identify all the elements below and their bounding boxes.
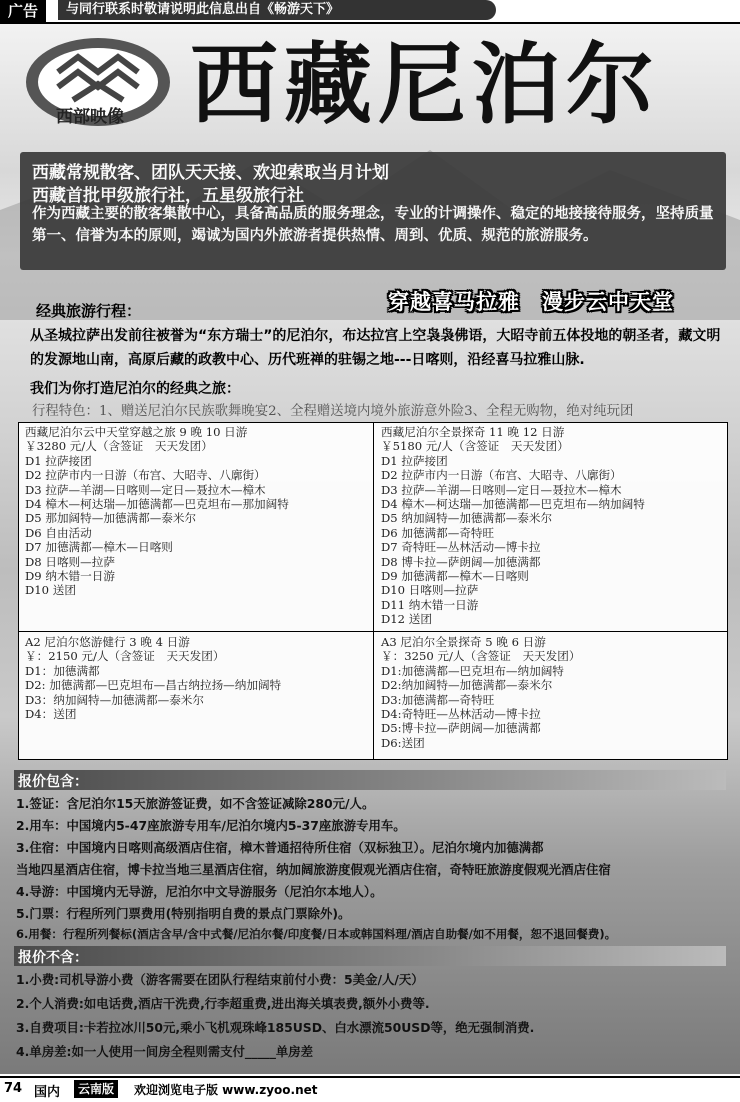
intro-line-1: 西藏常规散客、团队天天接、欢迎索取当月计划 (32, 163, 389, 183)
tour-day: D2:纳加阔特—加德满都—泰米尔 (381, 678, 553, 693)
table-divider-horizontal (19, 631, 727, 632)
page-footer (0, 1076, 740, 1102)
tour-day: D2 拉萨市内一日游（布宫、大昭寺、八廓街） (381, 468, 622, 483)
tour-price: ￥5180 元/人（含签证 天天发团） (381, 439, 569, 454)
tour-title: 西藏尼泊尔全景探奇 11 晚 12 日游 (381, 425, 565, 439)
excluded-header (14, 946, 726, 966)
tour-day: D9 纳木错一日游 (25, 569, 115, 584)
tour-cell (381, 425, 645, 627)
classic-route-label: 经典旅游行程： (36, 302, 142, 320)
region-label: 国内 (34, 1085, 61, 1100)
excluded-label: 报价不含： (18, 950, 88, 966)
route-description: 从圣城拉萨出发前往被誉为“东方瑞士”的尼泊尔，布达拉宫上空袅袅佛语，大昭寺前五体投地的朝圣者，藏文明的发源地山南，高原后藏的政教中心、历代班禅的驻锡之地---日喀则，沿经喜马拉雅山脉. (30, 328, 721, 368)
notice-text: 与同行联系时敬请说明此信息出自《畅游天下》 (66, 2, 340, 17)
intro-box (20, 152, 726, 270)
tour-day: D3 拉萨—羊湖—日喀则—定日—聂拉木—樟木 (381, 482, 622, 497)
page-number: 74 (4, 1081, 23, 1096)
route-intro: 我们为你打造尼泊尔的经典之旅： (30, 381, 240, 397)
tour-day: D1 拉萨接团 (381, 453, 448, 468)
list-item: 1.小费:司机导游小费（游客需要在团队行程结束前付小费：5美金/人/天） (16, 972, 424, 987)
tour-day: D1:加德满都—巴克坦布—纳加阔特 (381, 663, 564, 678)
itinerary-table (18, 422, 728, 760)
slogan: 穿越喜马拉雅 漫步云中天堂 (388, 290, 674, 314)
tour-day: D2: 加德满都—巴克坦布—昌古纳拉扬—纳加阔特 (25, 678, 282, 693)
tour-day: D11 纳木错一日游 (381, 597, 479, 612)
tour-day: D6 加德满都—奇特旺 (381, 525, 495, 540)
tour-day: D2 拉萨市内一日游（布宫、大昭寺、八廓街） (25, 468, 266, 483)
tour-day: D12 送团 (381, 612, 432, 627)
tour-day: D6:送团 (381, 735, 425, 750)
tour-title: A3 尼泊尔全景探奇 5 晚 6 日游 (381, 635, 546, 649)
tour-title: 西藏尼泊尔云中天堂穿越之旅 9 晚 10 日游 (25, 425, 248, 439)
poster-title: 西藏尼泊尔 (190, 32, 661, 136)
tour-day: D5 那加阔特—加德满都—泰米尔 (25, 511, 197, 526)
tour-day: D4 樟木—柯达瑞—加德满都—巴克坦布—那加阔特 (25, 497, 289, 512)
tour-day: D7 加德满都—樟木—日喀则 (25, 540, 173, 555)
tour-features: 行程特色：1、赠送尼泊尔民族歌舞晚宴2、全程赠送境内境外旅游意外险3、全程无购物，绝对纯玩团 (32, 404, 634, 419)
tour-day: D3：纳加阔特—加德满都—泰米尔 (25, 692, 204, 707)
list-item: 4.导游：中国境内无导游，尼泊尔中文导游服务（尼泊尔本地人）。 (16, 884, 383, 899)
tour-price: ￥3280 元/人（含签证 天天发团） (25, 439, 213, 454)
table-divider-vertical (373, 423, 374, 759)
tour-cell (381, 635, 580, 750)
list-item: 3.自费项目:卡若拉冰川50元,乘小飞机观珠峰185USD、白水漂流50USD等，绝无强制消费. (16, 1020, 535, 1035)
tour-day: D5:博卡拉—萨朗阔—加德满都 (381, 721, 541, 736)
list-item: 4.单房差:如一人使用一间房全程则需支付_____单房差 (16, 1044, 314, 1059)
tour-cell (25, 425, 289, 598)
included-header (14, 770, 726, 790)
tour-title: A2 尼泊尔悠游健行 3 晚 4 日游 (25, 635, 190, 649)
tour-day: D4：送团 (25, 707, 77, 722)
logo-text: 西部映像 (56, 107, 124, 127)
tour-day: D10 送团 (25, 583, 76, 598)
list-item: 5.门票：行程所列门票费用(特别指明自费的景点门票除外)。 (16, 906, 351, 921)
ad-tag: 广告 (0, 0, 46, 22)
list-item: 2.个人消费:如电话费,酒店干洗费,行李超重费,进出海关填表费,额外小费等. (16, 996, 430, 1011)
list-item: 6.用餐：行程所列餐标(酒店含早/含中式餐/尼泊尔餐/印度餐/日本或韩国料理/酒店自助餐/如不用餐，恕不退回餐费)。 (16, 927, 617, 941)
tour-day: D4:奇特旺—丛林活动—博卡拉 (381, 707, 541, 722)
list-item: 3.住宿：中国境内日喀则高级酒店住宿，樟木普通招待所住宿（双标独卫）。尼泊尔境内加德满都 (16, 840, 544, 855)
list-item: 1.签证：含尼泊尔15天旅游签证费，如不含签证减除280元/人。 (16, 796, 375, 811)
tour-day: D8 博卡拉—萨朗阔—加德满都 (381, 554, 541, 569)
tour-day: D10 日喀则—拉萨 (381, 583, 479, 598)
edition-badge: 云南版 (74, 1080, 118, 1098)
tour-day: D9 加德满都—樟木—日喀则 (381, 569, 529, 584)
tour-day: D6 自由活动 (25, 525, 92, 540)
tour-price: ￥：3250 元/人（含签证 天天发团） (381, 649, 581, 664)
tour-day: D1：加德满都 (25, 663, 100, 678)
tour-price: ￥：2150 元/人（含签证 天天发团） (25, 649, 225, 664)
tour-day: D1 拉萨接团 (25, 453, 92, 468)
intro-body: 作为西藏主要的散客集散中心，具备高品质的服务理念，专业的计调操作、稳定的地接接待服务，坚持质量第一、信誉为本的原则，竭诚为国内外旅游者提供热情、周到、优质、规范的旅游服务。 (32, 206, 714, 244)
included-label: 报价包含： (18, 774, 88, 790)
tour-day: D8 日喀则—拉萨 (25, 554, 115, 569)
tour-day: D3 拉萨—羊湖—日喀则—定日—聂拉木—樟木 (25, 482, 266, 497)
list-item: 当地四星酒店住宿，博卡拉当地三星酒店住宿，纳加阔旅游度假观光酒店住宿，奇特旺旅游度假观光酒店住宿 (16, 862, 611, 877)
tour-day: D5 纳加阔特—加德满都—泰米尔 (381, 511, 553, 526)
website-link[interactable]: 欢迎浏览电子版 www.zyoo.net (134, 1083, 318, 1097)
tour-day: D3:加德满都—奇特旺 (381, 692, 495, 707)
tour-day: D7 奇特旺—丛林活动—博卡拉 (381, 540, 541, 555)
source-notice (58, 0, 496, 20)
tour-cell (25, 635, 281, 721)
tour-day: D4 樟木—柯达瑞—加德满都—巴克坦布—纳加阔特 (381, 497, 645, 512)
intro-line-2: 西藏首批甲级旅行社，五星级旅行社 (32, 186, 304, 206)
list-item: 2.用车：中国境内5-47座旅游专用车/尼泊尔境内5-37座旅游专用车。 (16, 818, 406, 833)
